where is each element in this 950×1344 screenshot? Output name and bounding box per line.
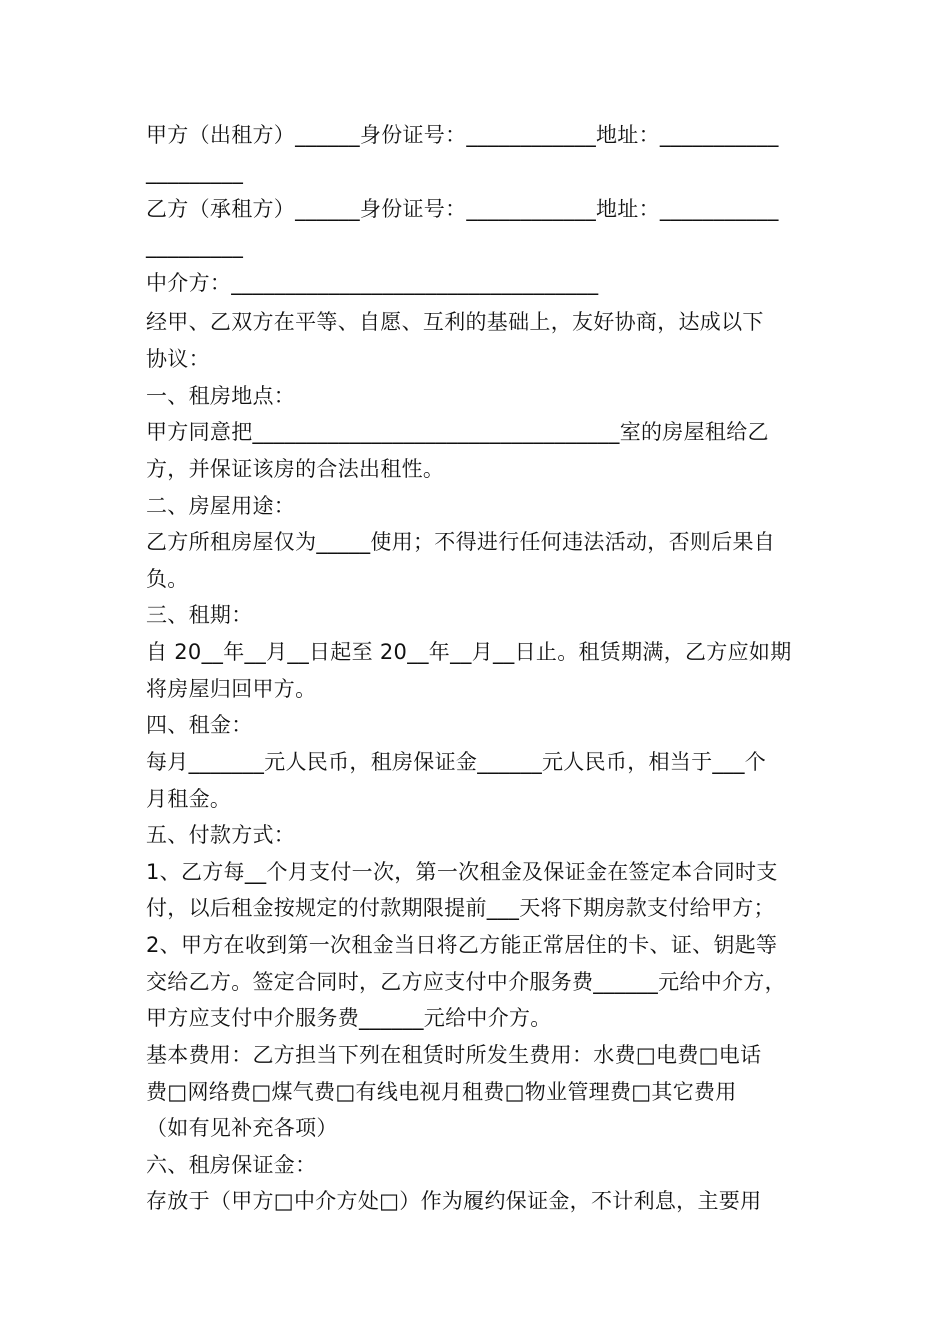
basic-fees-line-2: 费□网络费□煤气费□有线电视月租费□物业管理费□其它费用 [146, 1080, 737, 1104]
section-3-heading: 三、租期： [146, 603, 253, 627]
basic-fees-line-1: 基本费用：乙方担当下列在租赁时所发生费用：水费□电费□电话 [146, 1043, 762, 1067]
section-1-text-1: 甲方同意把__________________________________室的房屋租给乙 [146, 420, 769, 444]
section-3-text-1: 自 20__年__月__日起至 20__年__月__日止。租赁期满，乙方应如期 [146, 640, 792, 664]
party-a-line-cont: _________ [146, 160, 244, 184]
party-a-line: 甲方（出租方）______身份证号：____________地址：___________ [146, 123, 779, 147]
section-5-item-1-line-1: 1、乙方每__个月支付一次，第一次租金及保证金在签定本合同时支 [146, 860, 778, 884]
section-5-item-1-line-2: 付，以后租金按规定的付款期限提前___天将下期房款支付给甲方； [146, 896, 775, 920]
section-2-heading: 二、房屋用途： [146, 494, 296, 518]
section-5-item-2-line-3: 甲方应支付中介服务费______元给中介方。 [146, 1006, 552, 1030]
section-4-text-2: 月租金。 [146, 787, 232, 811]
section-5-item-2-line-1: 2、甲方在收到第一次租金当日将乙方能正常居住的卡、证、钥匙等 [146, 933, 778, 957]
section-1-heading: 一、租房地点： [146, 384, 296, 408]
party-b-line: 乙方（承租方）______身份证号：____________地址：___________ [146, 197, 779, 221]
party-b-line-cont: _________ [146, 234, 244, 258]
section-6-heading: 六、租房保证金： [146, 1153, 317, 1177]
section-5-heading: 五、付款方式： [146, 823, 296, 847]
section-4-text-1: 每月_______元人民币，租房保证金______元人民币，相当于___个 [146, 750, 767, 774]
section-1-text-2: 方，并保证该房的合法出租性。 [146, 457, 445, 481]
section-2-text-2: 负。 [146, 567, 189, 591]
section-2-text-1: 乙方所租房屋仅为_____使用；不得进行任何违法活动，否则后果自 [146, 530, 776, 554]
agent-line: 中介方：__________________________________ [146, 271, 599, 295]
section-6-text-1: 存放于（甲方□中介方处□）作为履约保证金，不计利息，主要用 [146, 1189, 762, 1213]
basic-fees-line-3: （如有见补充各项） [146, 1116, 338, 1140]
preamble-line-2: 协议： [146, 347, 210, 371]
section-5-item-2-line-2: 交给乙方。签定合同时，乙方应支付中介服务费______元给中介方， [146, 970, 786, 994]
preamble-line-1: 经甲、乙双方在平等、自愿、互利的基础上，友好协商，达成以下 [146, 310, 764, 334]
section-4-heading: 四、租金： [146, 713, 253, 737]
section-3-text-2: 将房屋归回甲方。 [146, 677, 317, 701]
